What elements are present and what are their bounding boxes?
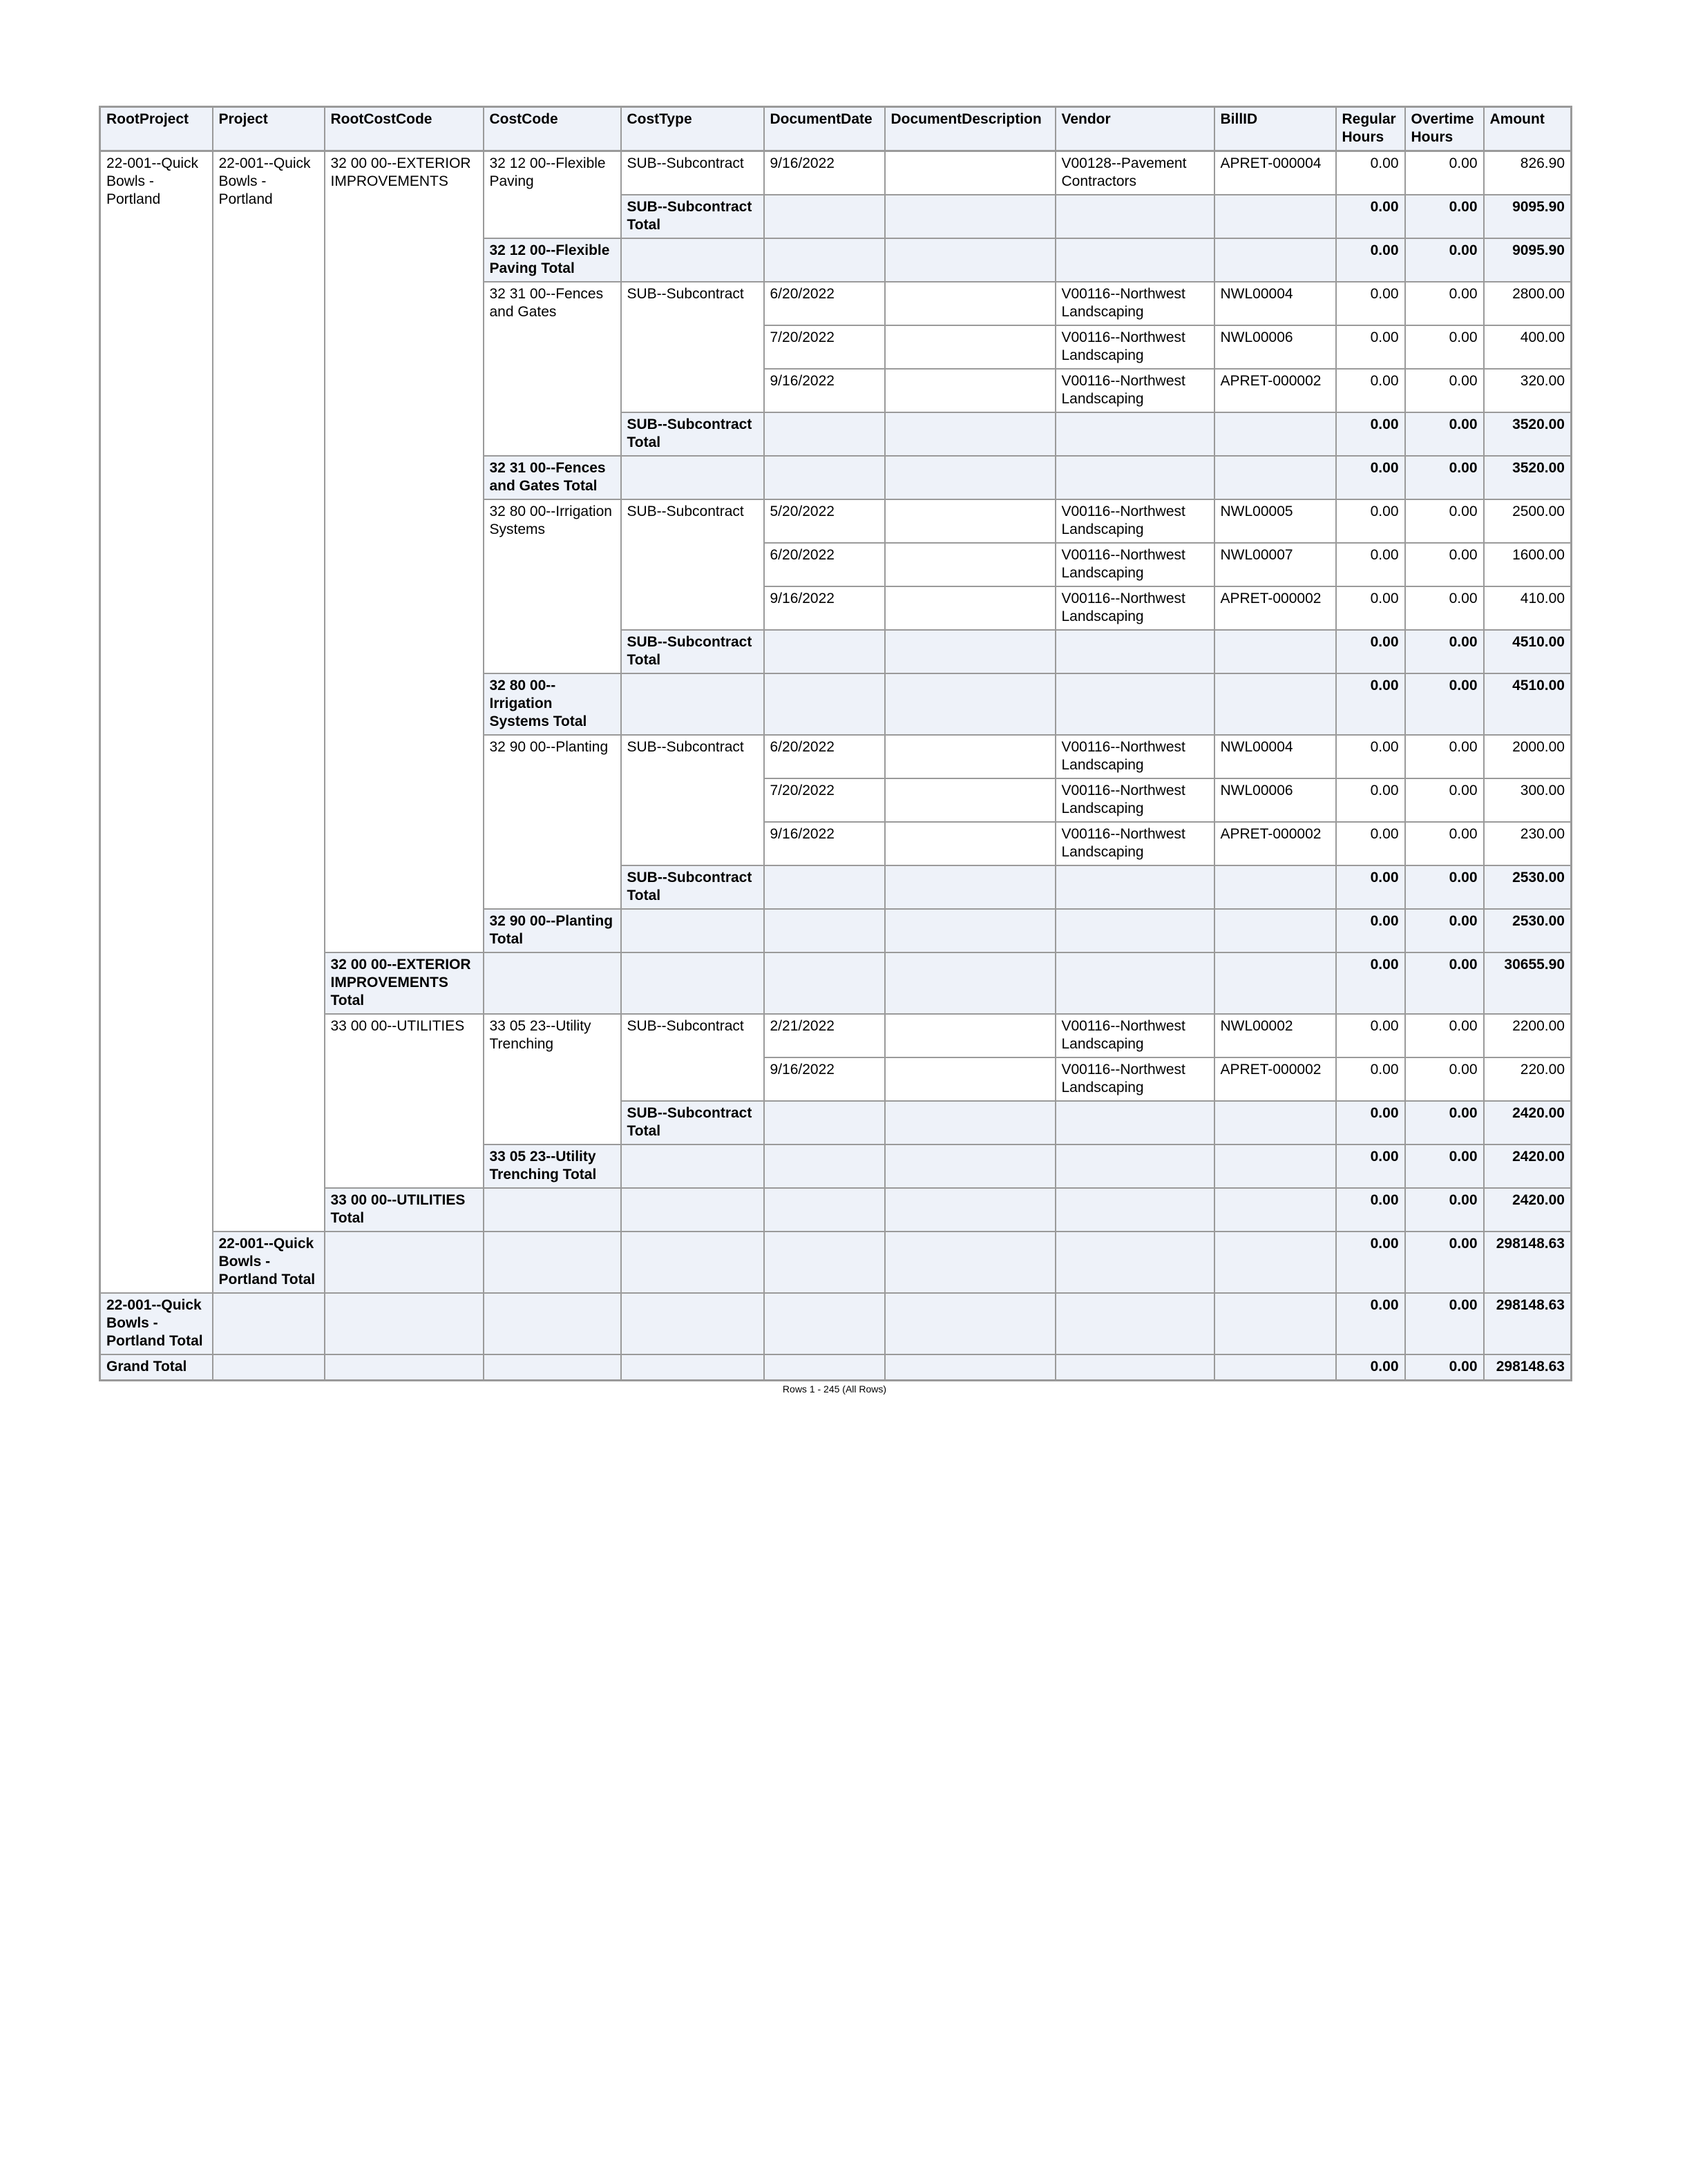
cell-documentdate: 9/16/2022 — [764, 586, 885, 630]
cell-billid: APRET-000002 — [1214, 1057, 1336, 1101]
cell-regular-hours: 0.00 — [1336, 778, 1405, 822]
subtotal-amount: 3520.00 — [1484, 456, 1572, 499]
cell-vendor: V00116--Northwest Landscaping — [1056, 369, 1214, 412]
column-header-rootproject[interactable]: RootProject — [100, 107, 213, 151]
empty-cell — [1056, 195, 1214, 238]
cell-amount: 320.00 — [1484, 369, 1572, 412]
subtotal-label: 32 31 00--Fences and Gates Total — [484, 456, 621, 499]
subtotal-regular-hours: 0.00 — [1336, 238, 1405, 282]
empty-cell — [484, 952, 621, 1014]
subtotal-regular-hours: 0.00 — [1336, 1232, 1405, 1293]
subtotal-overtime-hours: 0.00 — [1405, 673, 1484, 735]
column-header-costtype[interactable]: CostType — [621, 107, 764, 151]
cell-costcode: 33 05 23--Utility Trenching — [484, 1014, 621, 1144]
row-count-footer: Rows 1 - 245 (All Rows) — [782, 1383, 887, 1395]
cell-documentdate: 9/16/2022 — [764, 822, 885, 865]
subtotal-label: 32 12 00--Flexible Paving Total — [484, 238, 621, 282]
subtotal-regular-hours: 0.00 — [1336, 1144, 1405, 1188]
empty-cell — [885, 1188, 1056, 1232]
empty-cell — [621, 456, 764, 499]
cell-rootcostcode: 33 00 00--UTILITIES — [325, 1014, 484, 1188]
empty-cell — [885, 630, 1056, 673]
cell-billid: APRET-000002 — [1214, 586, 1336, 630]
cell-costcode: 32 12 00--Flexible Paving — [484, 151, 621, 239]
empty-cell — [1056, 1293, 1214, 1354]
empty-cell — [1214, 952, 1336, 1014]
cell-costcode: 32 90 00--Planting — [484, 735, 621, 909]
cell-rootproject: 22-001--Quick Bowls - Portland — [100, 151, 213, 1294]
empty-cell — [325, 1232, 484, 1293]
table-header — [100, 107, 1572, 151]
empty-cell — [764, 412, 885, 456]
subtotal-overtime-hours: 0.00 — [1405, 952, 1484, 1014]
empty-cell — [764, 630, 885, 673]
subtotal-overtime-hours: 0.00 — [1405, 909, 1484, 952]
cell-documentdate: 7/20/2022 — [764, 325, 885, 369]
cell-documentdescription — [885, 369, 1056, 412]
subtotal-label: 33 00 00--UTILITIES Total — [325, 1188, 484, 1232]
empty-cell — [1056, 1232, 1214, 1293]
grand-total-regular-hours: 0.00 — [1336, 1354, 1405, 1381]
subtotal-amount: 2420.00 — [1484, 1144, 1572, 1188]
cell-regular-hours: 0.00 — [1336, 543, 1405, 586]
empty-cell — [1214, 1354, 1336, 1381]
column-header-documentdate[interactable]: DocumentDate — [764, 107, 885, 151]
cell-costtype: SUB--Subcontract — [621, 499, 764, 630]
empty-cell — [885, 238, 1056, 282]
cell-regular-hours: 0.00 — [1336, 282, 1405, 325]
subtotal-label: SUB--Subcontract Total — [621, 865, 764, 909]
empty-cell — [764, 673, 885, 735]
cell-costtype: SUB--Subcontract — [621, 282, 764, 412]
cell-amount: 1600.00 — [1484, 543, 1572, 586]
cell-overtime-hours: 0.00 — [1405, 499, 1484, 543]
empty-cell — [621, 673, 764, 735]
subtotal-overtime-hours: 0.00 — [1405, 865, 1484, 909]
cell-vendor: V00116--Northwest Landscaping — [1056, 1014, 1214, 1057]
subtotal-label: 22-001--Quick Bowls - Portland Total — [100, 1293, 213, 1354]
empty-cell — [621, 1188, 764, 1232]
empty-cell — [1056, 909, 1214, 952]
empty-cell — [1056, 1354, 1214, 1381]
empty-cell — [885, 1293, 1056, 1354]
empty-cell — [1056, 1188, 1214, 1232]
empty-cell — [1056, 865, 1214, 909]
cell-overtime-hours: 0.00 — [1405, 151, 1484, 195]
cell-overtime-hours: 0.00 — [1405, 543, 1484, 586]
cell-documentdescription — [885, 822, 1056, 865]
empty-cell — [621, 952, 764, 1014]
cell-documentdescription — [885, 325, 1056, 369]
grand-total-label: Grand Total — [100, 1354, 213, 1381]
cell-documentdate: 9/16/2022 — [764, 151, 885, 195]
cell-vendor: V00116--Northwest Landscaping — [1056, 1057, 1214, 1101]
subtotal-amount: 2530.00 — [1484, 865, 1572, 909]
cell-overtime-hours: 0.00 — [1405, 1014, 1484, 1057]
subtotal-regular-hours: 0.00 — [1336, 1293, 1405, 1354]
empty-cell — [885, 952, 1056, 1014]
subtotal-amount: 30655.90 — [1484, 952, 1572, 1014]
subtotal-regular-hours: 0.00 — [1336, 909, 1405, 952]
empty-cell — [1056, 412, 1214, 456]
empty-cell — [764, 1188, 885, 1232]
empty-cell — [621, 1354, 764, 1381]
empty-cell — [1214, 909, 1336, 952]
empty-cell — [1214, 238, 1336, 282]
empty-cell — [764, 1101, 885, 1144]
cell-overtime-hours: 0.00 — [1405, 586, 1484, 630]
cell-billid: NWL00006 — [1214, 778, 1336, 822]
cell-overtime-hours: 0.00 — [1405, 735, 1484, 778]
empty-cell — [1056, 456, 1214, 499]
empty-cell — [1214, 1188, 1336, 1232]
cell-amount: 230.00 — [1484, 822, 1572, 865]
empty-cell — [484, 1188, 621, 1232]
column-header-rootcostcode[interactable]: RootCostCode — [325, 107, 484, 151]
column-header-billid[interactable]: BillID — [1214, 107, 1336, 151]
cell-billid: NWL00005 — [1214, 499, 1336, 543]
cell-amount: 2200.00 — [1484, 1014, 1572, 1057]
cell-billid: NWL00004 — [1214, 735, 1336, 778]
cell-regular-hours: 0.00 — [1336, 325, 1405, 369]
subtotal-overtime-hours: 0.00 — [1405, 1232, 1484, 1293]
cell-overtime-hours: 0.00 — [1405, 325, 1484, 369]
cell-vendor: V00116--Northwest Landscaping — [1056, 282, 1214, 325]
empty-cell — [484, 1293, 621, 1354]
column-header-vendor[interactable]: Vendor — [1056, 107, 1214, 151]
report-container — [99, 106, 1570, 1395]
empty-cell — [885, 865, 1056, 909]
subtotal-amount: 4510.00 — [1484, 630, 1572, 673]
cell-documentdate: 6/20/2022 — [764, 543, 885, 586]
empty-cell — [1214, 412, 1336, 456]
cell-documentdate: 6/20/2022 — [764, 282, 885, 325]
empty-cell — [621, 909, 764, 952]
empty-cell — [885, 1144, 1056, 1188]
subtotal-overtime-hours: 0.00 — [1405, 1101, 1484, 1144]
subtotal-label: SUB--Subcontract Total — [621, 412, 764, 456]
column-header-costcode[interactable]: CostCode — [484, 107, 621, 151]
cell-overtime-hours: 0.00 — [1405, 282, 1484, 325]
cell-costcode: 32 31 00--Fences and Gates — [484, 282, 621, 456]
cell-vendor: V00116--Northwest Landscaping — [1056, 735, 1214, 778]
subtotal-regular-hours: 0.00 — [1336, 630, 1405, 673]
cell-amount: 410.00 — [1484, 586, 1572, 630]
empty-cell — [885, 1354, 1056, 1381]
empty-cell — [1214, 1232, 1336, 1293]
subtotal-regular-hours: 0.00 — [1336, 1101, 1405, 1144]
grand-total-amount: 298148.63 — [1484, 1354, 1572, 1381]
subtotal-overtime-hours: 0.00 — [1405, 195, 1484, 238]
cell-regular-hours: 0.00 — [1336, 369, 1405, 412]
empty-cell — [621, 1293, 764, 1354]
subtotal-row — [100, 1232, 1572, 1293]
cell-documentdate: 6/20/2022 — [764, 735, 885, 778]
cell-documentdescription — [885, 499, 1056, 543]
empty-cell — [764, 456, 885, 499]
cell-documentdescription — [885, 735, 1056, 778]
cell-billid: NWL00002 — [1214, 1014, 1336, 1057]
empty-cell — [764, 865, 885, 909]
cell-regular-hours: 0.00 — [1336, 151, 1405, 195]
empty-cell — [621, 238, 764, 282]
cell-documentdescription — [885, 543, 1056, 586]
column-header-project[interactable]: Project — [213, 107, 325, 151]
table-row — [100, 151, 1572, 195]
subtotal-amount: 2420.00 — [1484, 1101, 1572, 1144]
subtotal-overtime-hours: 0.00 — [1405, 1144, 1484, 1188]
empty-cell — [1056, 630, 1214, 673]
empty-cell — [885, 456, 1056, 499]
empty-cell — [885, 412, 1056, 456]
empty-cell — [764, 238, 885, 282]
cell-documentdescription — [885, 586, 1056, 630]
empty-cell — [1056, 1101, 1214, 1144]
cell-regular-hours: 0.00 — [1336, 586, 1405, 630]
cell-regular-hours: 0.00 — [1336, 499, 1405, 543]
empty-cell — [1056, 673, 1214, 735]
cell-regular-hours: 0.00 — [1336, 1057, 1405, 1101]
subtotal-overtime-hours: 0.00 — [1405, 412, 1484, 456]
report-table — [99, 106, 1572, 1381]
cell-amount: 300.00 — [1484, 778, 1572, 822]
subtotal-regular-hours: 0.00 — [1336, 1188, 1405, 1232]
column-header-regular-hours[interactable]: Regular Hours — [1336, 107, 1405, 151]
subtotal-label: SUB--Subcontract Total — [621, 630, 764, 673]
empty-cell — [621, 1144, 764, 1188]
cell-overtime-hours: 0.00 — [1405, 369, 1484, 412]
grand-total-row — [100, 1354, 1572, 1381]
subtotal-row — [100, 1293, 1572, 1354]
subtotal-overtime-hours: 0.00 — [1405, 1188, 1484, 1232]
cell-project: 22-001--Quick Bowls - Portland — [213, 151, 325, 1232]
empty-cell — [621, 1232, 764, 1293]
empty-cell — [764, 952, 885, 1014]
cell-vendor: V00116--Northwest Landscaping — [1056, 325, 1214, 369]
empty-cell — [484, 1232, 621, 1293]
empty-cell — [885, 1101, 1056, 1144]
cell-vendor: V00116--Northwest Landscaping — [1056, 586, 1214, 630]
subtotal-label: 32 80 00--Irrigation Systems Total — [484, 673, 621, 735]
grand-total-overtime-hours: 0.00 — [1405, 1354, 1484, 1381]
cell-overtime-hours: 0.00 — [1405, 822, 1484, 865]
empty-cell — [1214, 673, 1336, 735]
empty-cell — [1214, 456, 1336, 499]
cell-costtype: SUB--Subcontract — [621, 151, 764, 195]
cell-vendor: V00128--Pavement Contractors — [1056, 151, 1214, 195]
cell-overtime-hours: 0.00 — [1405, 1057, 1484, 1101]
empty-cell — [885, 195, 1056, 238]
empty-cell — [885, 1232, 1056, 1293]
cell-documentdate: 7/20/2022 — [764, 778, 885, 822]
cell-regular-hours: 0.00 — [1336, 1014, 1405, 1057]
subtotal-regular-hours: 0.00 — [1336, 952, 1405, 1014]
cell-billid: NWL00006 — [1214, 325, 1336, 369]
empty-cell — [213, 1293, 325, 1354]
subtotal-amount: 2420.00 — [1484, 1188, 1572, 1232]
cell-billid: APRET-000002 — [1214, 822, 1336, 865]
empty-cell — [764, 1144, 885, 1188]
cell-vendor: V00116--Northwest Landscaping — [1056, 543, 1214, 586]
cell-amount: 826.90 — [1484, 151, 1572, 195]
subtotal-amount: 9095.90 — [1484, 238, 1572, 282]
cell-documentdescription — [885, 1014, 1056, 1057]
cell-regular-hours: 0.00 — [1336, 822, 1405, 865]
subtotal-regular-hours: 0.00 — [1336, 456, 1405, 499]
cell-billid: NWL00004 — [1214, 282, 1336, 325]
cell-amount: 400.00 — [1484, 325, 1572, 369]
cell-costtype: SUB--Subcontract — [621, 735, 764, 865]
cell-documentdate: 5/20/2022 — [764, 499, 885, 543]
empty-cell — [1214, 1144, 1336, 1188]
subtotal-label: 32 90 00--Planting Total — [484, 909, 621, 952]
empty-cell — [213, 1354, 325, 1381]
cell-documentdate: 9/16/2022 — [764, 369, 885, 412]
empty-cell — [325, 1293, 484, 1354]
cell-documentdescription — [885, 778, 1056, 822]
subtotal-amount: 4510.00 — [1484, 673, 1572, 735]
subtotal-amount: 2530.00 — [1484, 909, 1572, 952]
empty-cell — [764, 1354, 885, 1381]
subtotal-overtime-hours: 0.00 — [1405, 238, 1484, 282]
cell-documentdescription — [885, 151, 1056, 195]
cell-amount: 220.00 — [1484, 1057, 1572, 1101]
empty-cell — [1056, 952, 1214, 1014]
empty-cell — [764, 1232, 885, 1293]
subtotal-overtime-hours: 0.00 — [1405, 456, 1484, 499]
subtotal-label: 32 00 00--EXTERIOR IMPROVEMENTS Total — [325, 952, 484, 1014]
subtotal-amount: 3520.00 — [1484, 412, 1572, 456]
subtotal-overtime-hours: 0.00 — [1405, 630, 1484, 673]
cell-amount: 2500.00 — [1484, 499, 1572, 543]
subtotal-label: SUB--Subcontract Total — [621, 1101, 764, 1144]
subtotal-regular-hours: 0.00 — [1336, 195, 1405, 238]
empty-cell — [1214, 1293, 1336, 1354]
empty-cell — [1214, 630, 1336, 673]
empty-cell — [1214, 1101, 1336, 1144]
empty-cell — [885, 909, 1056, 952]
cell-vendor: V00116--Northwest Landscaping — [1056, 499, 1214, 543]
column-header-overtime-hours[interactable]: Overtime Hours — [1405, 107, 1484, 151]
subtotal-amount: 9095.90 — [1484, 195, 1572, 238]
empty-cell — [484, 1354, 621, 1381]
subtotal-label: 33 05 23--Utility Trenching Total — [484, 1144, 621, 1188]
subtotal-regular-hours: 0.00 — [1336, 865, 1405, 909]
cell-regular-hours: 0.00 — [1336, 735, 1405, 778]
subtotal-label: 22-001--Quick Bowls - Portland Total — [213, 1232, 325, 1293]
empty-cell — [764, 195, 885, 238]
subtotal-overtime-hours: 0.00 — [1405, 1293, 1484, 1354]
cell-documentdate: 9/16/2022 — [764, 1057, 885, 1101]
cell-costcode: 32 80 00--Irrigation Systems — [484, 499, 621, 673]
subtotal-amount: 298148.63 — [1484, 1293, 1572, 1354]
cell-amount: 2000.00 — [1484, 735, 1572, 778]
cell-documentdescription — [885, 1057, 1056, 1101]
cell-vendor: V00116--Northwest Landscaping — [1056, 822, 1214, 865]
subtotal-regular-hours: 0.00 — [1336, 673, 1405, 735]
cell-billid: NWL00007 — [1214, 543, 1336, 586]
subtotal-amount: 298148.63 — [1484, 1232, 1572, 1293]
empty-cell — [1214, 865, 1336, 909]
cell-rootcostcode: 32 00 00--EXTERIOR IMPROVEMENTS — [325, 151, 484, 953]
table-body — [100, 151, 1572, 1381]
empty-cell — [1056, 238, 1214, 282]
cell-amount: 2800.00 — [1484, 282, 1572, 325]
header-row — [100, 107, 1572, 151]
subtotal-regular-hours: 0.00 — [1336, 412, 1405, 456]
column-header-documentdescription[interactable]: DocumentDescription — [885, 107, 1056, 151]
empty-cell — [764, 909, 885, 952]
cell-overtime-hours: 0.00 — [1405, 778, 1484, 822]
cell-vendor: V00116--Northwest Landscaping — [1056, 778, 1214, 822]
cell-billid: APRET-000004 — [1214, 151, 1336, 195]
empty-cell — [325, 1354, 484, 1381]
cell-documentdescription — [885, 282, 1056, 325]
empty-cell — [1214, 195, 1336, 238]
cell-billid: APRET-000002 — [1214, 369, 1336, 412]
cell-documentdate: 2/21/2022 — [764, 1014, 885, 1057]
empty-cell — [764, 1293, 885, 1354]
empty-cell — [1056, 1144, 1214, 1188]
subtotal-label: SUB--Subcontract Total — [621, 195, 764, 238]
cell-costtype: SUB--Subcontract — [621, 1014, 764, 1101]
column-header-amount[interactable]: Amount — [1484, 107, 1572, 151]
empty-cell — [885, 673, 1056, 735]
